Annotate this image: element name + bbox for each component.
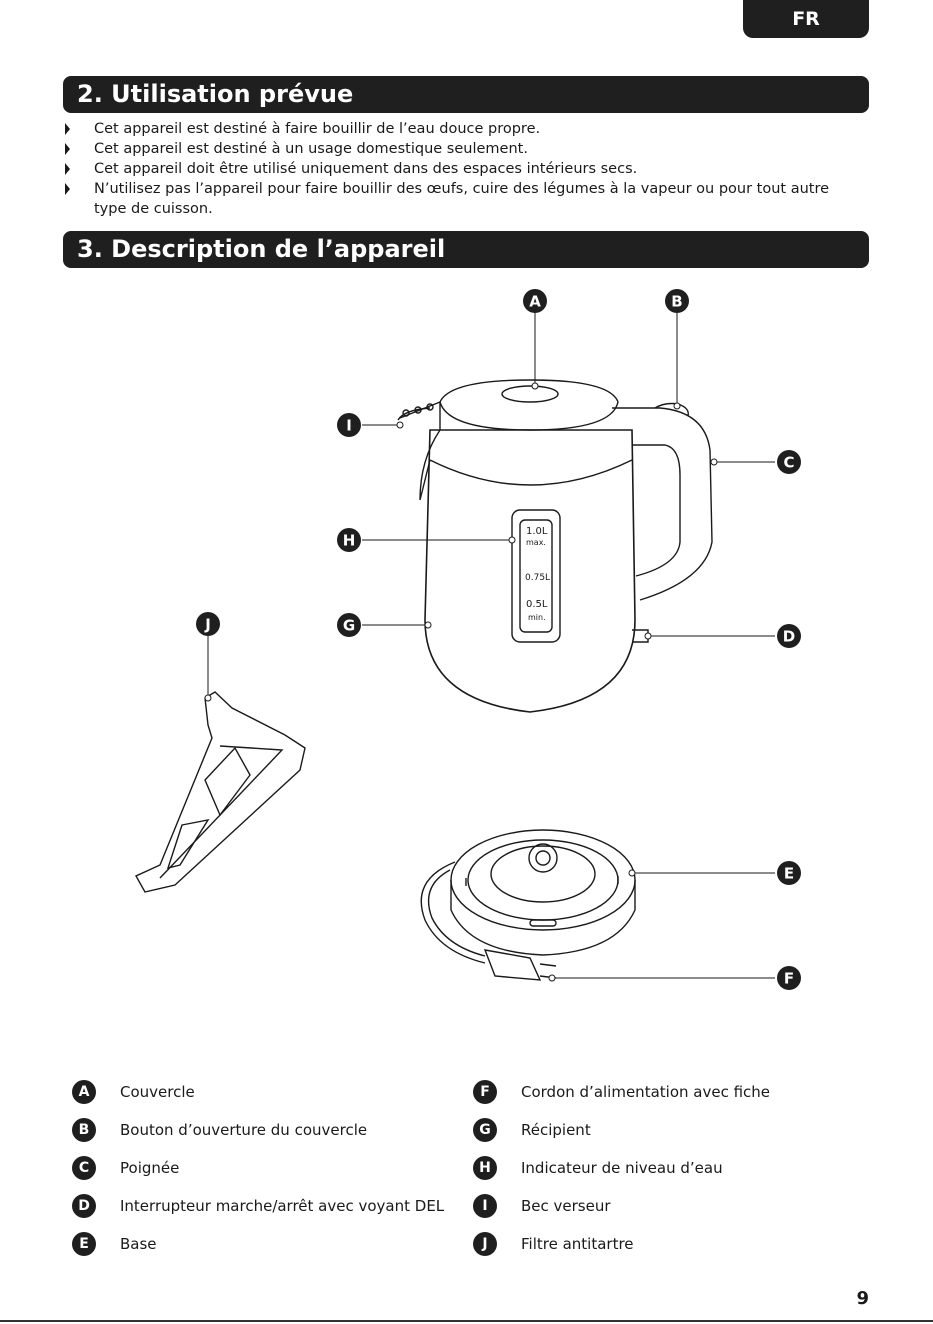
bullet-icon xyxy=(65,163,70,175)
svg-text:A: A xyxy=(529,292,541,311)
legend-label: Indicateur de niveau d’eau xyxy=(521,1159,723,1177)
callout-B xyxy=(665,289,689,313)
bullet-icon xyxy=(65,183,70,195)
callout-H xyxy=(337,528,361,552)
legend-badge: H xyxy=(473,1156,497,1180)
level-min-volume: 0.5L xyxy=(526,599,548,610)
svg-text:E: E xyxy=(783,864,795,883)
bottom-rule xyxy=(0,1320,933,1322)
svg-text:J: J xyxy=(205,615,211,634)
kettle-illustration xyxy=(398,380,712,712)
legend-badge: E xyxy=(72,1232,96,1256)
svg-text:F: F xyxy=(783,969,795,988)
svg-text:B: B xyxy=(671,292,683,311)
callout-C xyxy=(777,450,801,474)
legend-label: Cordon d’alimentation avec fiche xyxy=(521,1083,771,1101)
list-item: Cet appareil doit être utilisé uniquement dans des espaces intérieurs secs. xyxy=(63,159,863,179)
callout-D xyxy=(777,624,801,648)
kettle-diagram xyxy=(0,280,933,1020)
callout-A xyxy=(523,289,547,313)
callout-J xyxy=(196,612,220,636)
list-item: Cet appareil est destiné à un usage domestique seulement. xyxy=(63,139,863,159)
legend-label: Bec verseur xyxy=(521,1197,611,1215)
legend-label: Base xyxy=(120,1235,157,1253)
legend-label: Récipient xyxy=(521,1121,591,1139)
legend-label: Couvercle xyxy=(120,1083,195,1101)
list-item: N’utilisez pas l’appareil pour faire bouillir des œufs, cuire des légumes à la vapeur ou pour tout autre type de cuisson. xyxy=(63,179,863,219)
callout-F xyxy=(777,966,801,990)
language-tab: FR xyxy=(743,0,869,38)
list-item: Cet appareil est destiné à faire bouillir de l’eau douce propre. xyxy=(63,119,863,139)
legend-badge: D xyxy=(72,1194,96,1218)
level-max-label: max. xyxy=(526,538,546,547)
svg-text:G: G xyxy=(342,616,356,635)
section-title-intended-use: 2. Utilisation prévue xyxy=(63,76,869,113)
svg-text:D: D xyxy=(782,627,796,646)
intended-use-list xyxy=(63,119,863,219)
bullet-icon xyxy=(65,123,70,135)
callout-G xyxy=(337,613,361,637)
svg-text:C: C xyxy=(783,453,795,472)
page-number: 9 xyxy=(856,1288,869,1309)
legend-label: Bouton d’ouverture du couvercle xyxy=(120,1121,368,1139)
bullet-icon xyxy=(65,143,70,155)
section-title-appliance-description: 3. Description de l’appareil xyxy=(63,231,869,268)
callout-E xyxy=(777,861,801,885)
legend-badge: G xyxy=(473,1118,497,1142)
callout-I xyxy=(337,413,361,437)
level-max-volume: 1.0L xyxy=(526,526,548,537)
base-illustration xyxy=(421,830,635,980)
svg-text:H: H xyxy=(342,531,356,550)
legend-badge: J xyxy=(473,1232,497,1256)
level-min-label: min. xyxy=(528,613,546,622)
filter-illustration xyxy=(136,692,305,892)
svg-text:I: I xyxy=(346,416,352,435)
legend-badge: A xyxy=(72,1080,96,1104)
legend-label: Filtre antitartre xyxy=(521,1235,634,1253)
legend-badge: I xyxy=(473,1194,497,1218)
legend-label: Poignée xyxy=(120,1159,180,1177)
legend-badge: B xyxy=(72,1118,96,1142)
legend-badge: F xyxy=(473,1080,497,1104)
level-mid-volume: 0.75L xyxy=(525,573,551,583)
legend-label: Interrupteur marche/arrêt avec voyant DEL xyxy=(120,1197,445,1215)
legend-badge: C xyxy=(72,1156,96,1180)
